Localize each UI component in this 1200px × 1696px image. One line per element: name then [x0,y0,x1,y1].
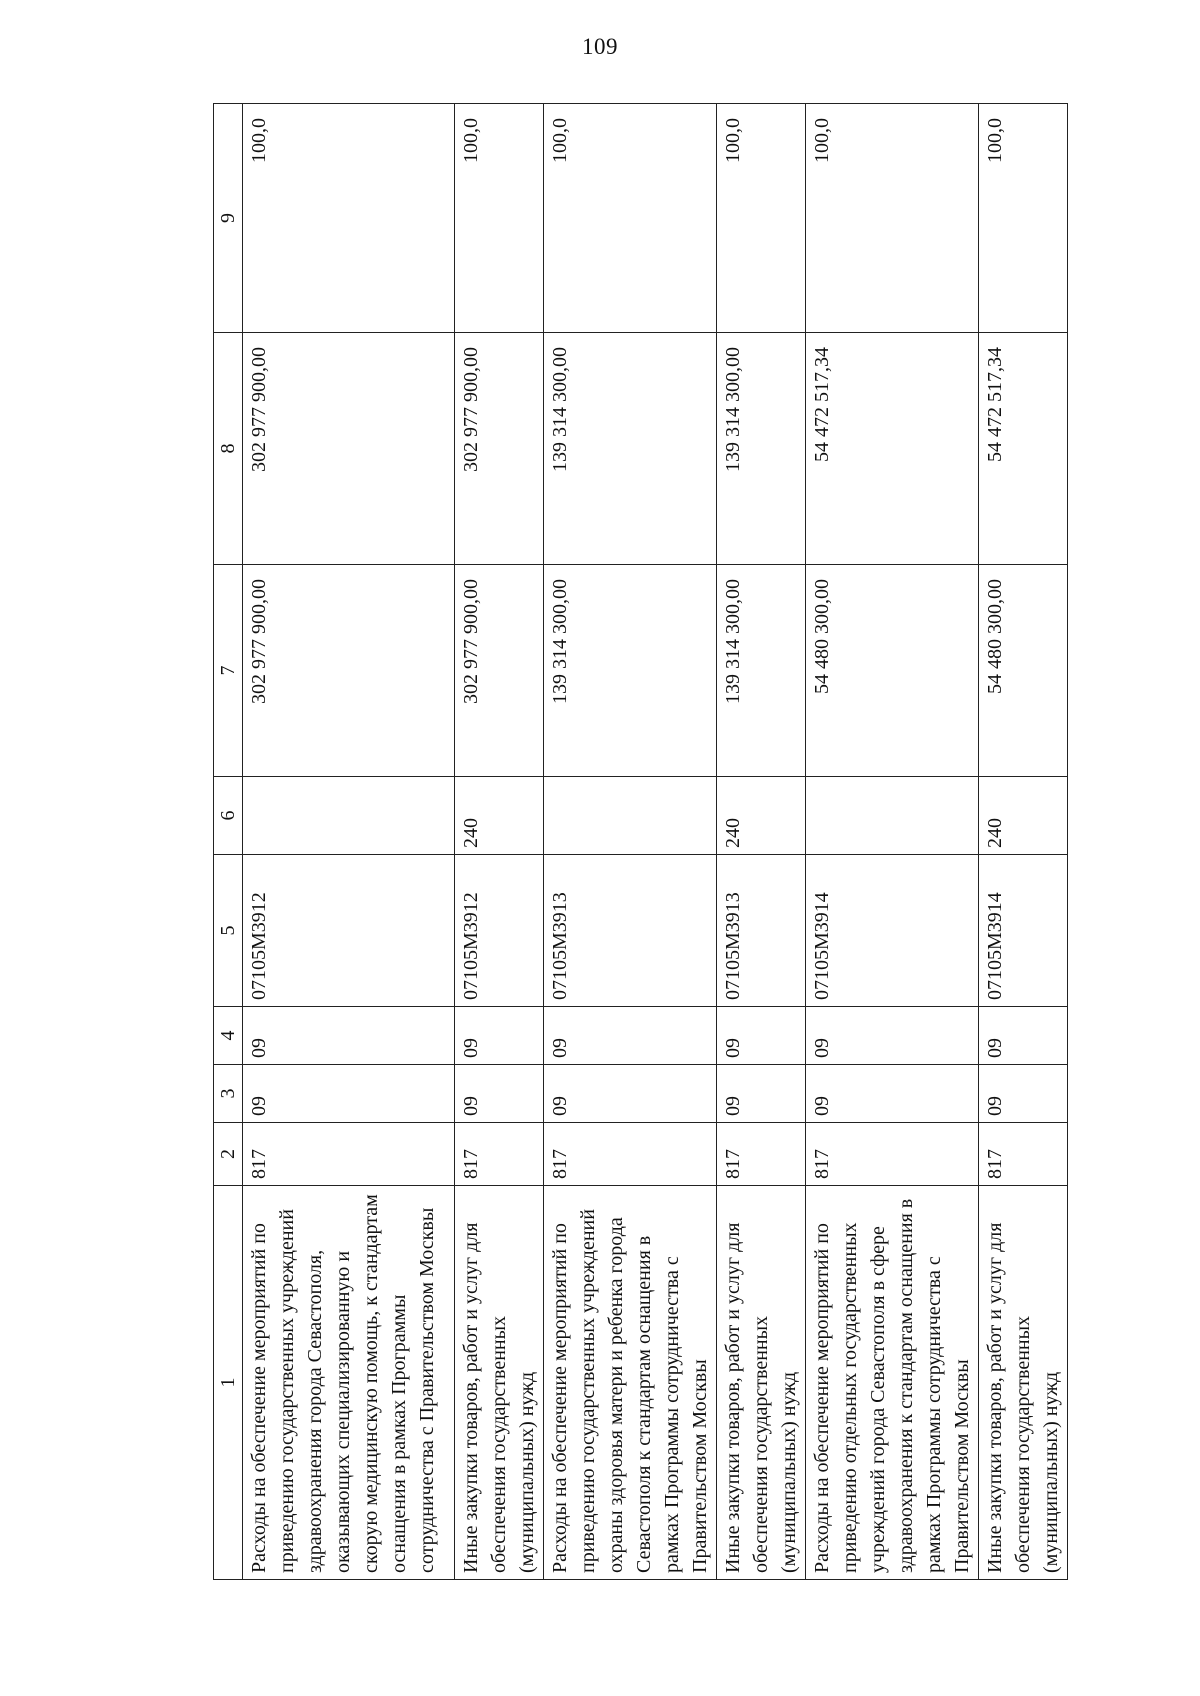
execution-percent: 100,0 [544,104,717,333]
target-article-code: 07105М3914 [979,855,1068,1007]
expense-name: Расходы на обеспечение мероприятий по приведению отдельных государственных учреждений города Севастополя в сфере здравоохранения к стандартам оснащения в рамках Программы сотрудничества с Правительством Москвы [806,1186,979,1580]
ministry-code: 817 [243,1123,455,1186]
budget-table-rotated [213,104,1060,1580]
expense-name: Иные закупки товаров, работ и услуг для обеспечения государственных (муниципальных) нужд [455,1186,544,1580]
execution-percent: 100,0 [243,104,455,333]
target-article-code: 07105М3912 [243,855,455,1007]
column-header-7: 7 [214,565,243,777]
planned-amount: 302 977 900,00 [455,565,544,777]
expense-name: Иные закупки товаров, работ и услуг для обеспечения государственных (муниципальных) нужд [717,1186,806,1580]
subsection-code: 09 [806,1007,979,1065]
expense-type-code: 240 [455,777,544,855]
column-header-3: 3 [214,1065,243,1123]
target-article-code: 07105М3914 [806,855,979,1007]
expense-name: Расходы на обеспечение мероприятий по приведению государственных учреждений здравоохранения города Севастополя, оказывающих специализированную и скорую медицинскую помощь, к стандартам оснащения в рамках Программы сотрудничества с Правительством Москвы [243,1186,455,1580]
table-row [979,104,1068,1580]
ministry-code: 817 [544,1123,717,1186]
subsection-code: 09 [544,1007,717,1065]
section-code: 09 [806,1065,979,1123]
planned-amount: 54 480 300,00 [979,565,1068,777]
section-code: 09 [243,1065,455,1123]
column-header-1: 1 [214,1186,243,1580]
column-header-8: 8 [214,333,243,565]
section-code: 09 [544,1065,717,1123]
execution-percent: 100,0 [806,104,979,333]
expense-type-code: 240 [717,777,806,855]
column-header-5: 5 [214,855,243,1007]
table-header-row [214,104,243,1580]
expense-type-code [806,777,979,855]
executed-amount: 302 977 900,00 [243,333,455,565]
table-row [717,104,806,1580]
execution-percent: 100,0 [979,104,1068,333]
column-header-6: 6 [214,777,243,855]
executed-amount: 139 314 300,00 [717,333,806,565]
target-article-code: 07105М3913 [544,855,717,1007]
executed-amount: 302 977 900,00 [455,333,544,565]
subsection-code: 09 [455,1007,544,1065]
page-number: 109 [582,34,618,59]
section-code: 09 [717,1065,806,1123]
subsection-code: 09 [717,1007,806,1065]
subsection-code: 09 [243,1007,455,1065]
table-row [806,104,979,1580]
ministry-code: 817 [455,1123,544,1186]
table-row [455,104,544,1580]
expense-type-code [544,777,717,855]
ministry-code: 817 [717,1123,806,1186]
expense-name: Расходы на обеспечение мероприятий по приведению государственных учреждений охраны здоровья матери и ребенка города Севастополя к стандартам оснащения в рамках Программы сотрудничества с Правительством Москвы [544,1186,717,1580]
planned-amount: 302 977 900,00 [243,565,455,777]
table-row [243,104,455,1580]
executed-amount: 54 472 517,34 [806,333,979,565]
budget-table [213,103,1068,1580]
planned-amount: 139 314 300,00 [544,565,717,777]
executed-amount: 139 314 300,00 [544,333,717,565]
planned-amount: 139 314 300,00 [717,565,806,777]
column-header-9: 9 [214,104,243,333]
column-header-2: 2 [214,1123,243,1186]
target-article-code: 07105М3913 [717,855,806,1007]
expense-name: Иные закупки товаров, работ и услуг для обеспечения государственных (муниципальных) нужд [979,1186,1068,1580]
section-code: 09 [979,1065,1068,1123]
execution-percent: 100,0 [455,104,544,333]
expense-type-code [243,777,455,855]
executed-amount: 54 472 517,34 [979,333,1068,565]
column-header-4: 4 [214,1007,243,1065]
table-row [544,104,717,1580]
expense-type-code: 240 [979,777,1068,855]
execution-percent: 100,0 [717,104,806,333]
planned-amount: 54 480 300,00 [806,565,979,777]
ministry-code: 817 [979,1123,1068,1186]
target-article-code: 07105М3912 [455,855,544,1007]
section-code: 09 [455,1065,544,1123]
ministry-code: 817 [806,1123,979,1186]
subsection-code: 09 [979,1007,1068,1065]
